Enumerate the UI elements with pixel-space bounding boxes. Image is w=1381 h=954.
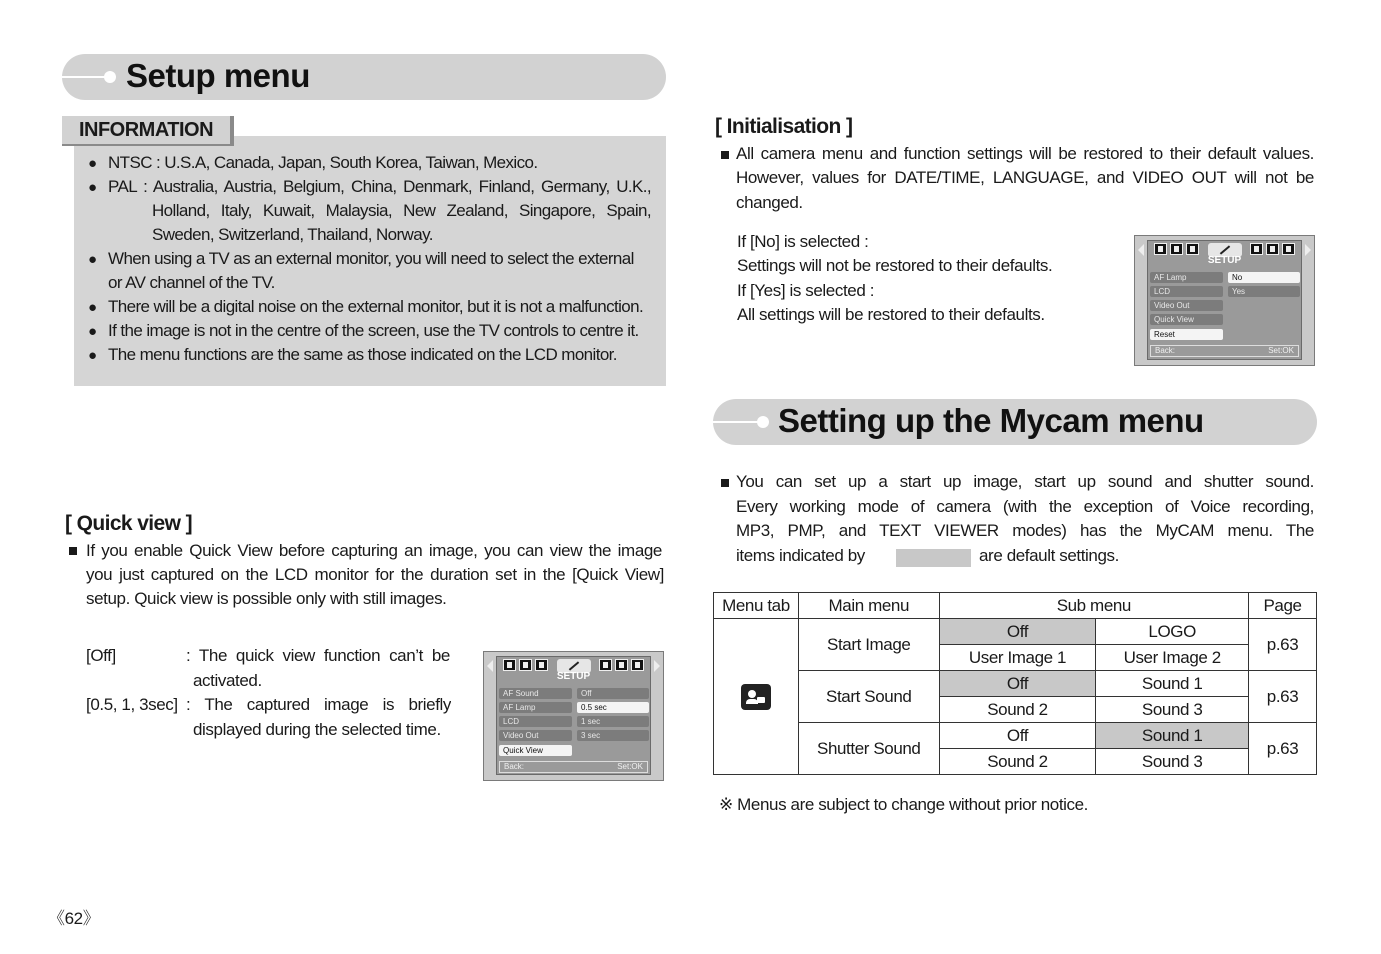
sub-menu-cell: Sound 3: [1096, 697, 1249, 723]
lcd-panel: [1147, 240, 1302, 360]
main-menu-start-image: Start Image: [798, 619, 939, 671]
banner-line: [62, 76, 106, 78]
quick-view-lcd-screen: [483, 651, 664, 781]
lcd-set-label: Set:OK: [1268, 346, 1294, 355]
def-term-times: [0.5, 1, 3sec]: [86, 695, 178, 714]
lcd-item-quick-view: Quick View: [1150, 314, 1223, 325]
sub-menu-cell: User Image 2: [1096, 645, 1249, 671]
info-line-noise: There will be a digital noise on the external monitor, but it is not a malfunction.: [108, 297, 644, 316]
lcd-title: SETUP: [556, 671, 591, 682]
lcd-item-af-sound: AF Sound: [499, 688, 572, 699]
table-row: [714, 671, 1317, 697]
info-line-centre: If the image is not in the centre of the screen, use the TV controls to centre it.: [108, 321, 639, 340]
lcd-item-quick-view: Quick View: [499, 745, 572, 756]
main-menu-start-sound: Start Sound: [798, 671, 939, 723]
square-bullet-icon: [721, 479, 729, 487]
menu-tab-cell: [714, 619, 799, 775]
bullet-icon: ●: [88, 323, 98, 340]
lcd-back-label: Back:: [504, 762, 525, 771]
arrow-right-icon: [1305, 244, 1311, 256]
mycam-banner-title: Setting up the Mycam menu: [778, 402, 1204, 439]
init-note-no: If [No] is selected :: [737, 232, 869, 251]
def-off-line-1: : The quick view function can’t be: [186, 646, 450, 665]
table-row: [714, 619, 1317, 645]
lcd-back-label: Back:: [1155, 346, 1176, 355]
mycam-banner: [713, 399, 1317, 445]
display-icon: [1186, 243, 1199, 255]
mycam-para-2: Every working mode of camera (with the exception of Voice recording,: [736, 497, 1314, 516]
reset-lcd-screen: [1134, 235, 1315, 366]
quick-view-para-2: you just captured on the LCD monitor for the duration set in the [Quick View]: [86, 565, 664, 584]
col-header-main-menu: Main menu: [798, 593, 939, 619]
banner-line: [713, 421, 759, 423]
arrow-left-icon: [487, 660, 493, 672]
info-line-tv-2: or AV channel of the TV.: [108, 273, 275, 292]
def-term-off: [Off]: [86, 646, 116, 665]
page-ref: p.63: [1249, 619, 1317, 671]
col-header-menu-tab: Menu tab: [714, 593, 799, 619]
mycam-para-1: You can set up a start up image, start up sound and shutter sound.: [736, 472, 1314, 491]
square-bullet-icon: [69, 547, 77, 555]
def-times-line-2: displayed during the selected time.: [193, 720, 441, 739]
camera-mode-icon: [1154, 243, 1167, 255]
display-icon: [535, 659, 548, 671]
lcd-option-off: Off: [577, 688, 649, 699]
bullet-icon: ●: [88, 347, 98, 364]
lcd-item-video-out: Video Out: [499, 730, 572, 741]
grid-tab-icon: [631, 659, 644, 671]
mycam-tab-icon: [599, 659, 612, 671]
col-header-sub-menu: Sub menu: [939, 593, 1248, 619]
sub-menu-cell: LOGO: [1096, 619, 1249, 645]
quick-view-heading: [ Quick view ]: [65, 512, 192, 535]
mycam-para-4a: items indicated by: [736, 546, 865, 565]
info-line-tv: When using a TV as an external monitor, you will need to select the external: [108, 249, 634, 268]
page-ref: p.63: [1249, 723, 1317, 775]
lcd-item-reset: Reset: [1150, 329, 1223, 340]
sound-tab-icon: [1266, 243, 1279, 255]
lcd-option-no: No: [1228, 272, 1300, 283]
def-off-line-2: activated.: [193, 671, 262, 690]
lcd-panel: [496, 656, 651, 775]
lcd-item-lcd: LCD: [1150, 286, 1223, 297]
mycam-tab-icon: [1250, 243, 1263, 255]
info-line-ntsc: NTSC : U.S.A, Canada, Japan, South Korea, Taiwan, Mexico.: [108, 153, 538, 172]
init-note-yes-desc: All settings will be restored to their defaults.: [737, 305, 1045, 324]
sub-menu-cell: Sound 1: [1096, 723, 1249, 749]
info-line-pal: PAL : Australia, Austria, Belgium, China, Denmark, Finland, Germany, U.K.,: [108, 177, 651, 196]
bullet-icon: ●: [88, 179, 98, 196]
mycam-settings-table: [713, 592, 1317, 775]
lcd-item-af-lamp: AF Lamp: [1150, 272, 1223, 283]
sub-menu-cell: Sound 2: [939, 697, 1096, 723]
bullet-icon: ●: [88, 155, 98, 172]
banner-dot: [104, 71, 116, 83]
sub-menu-cell: Sound 2: [939, 749, 1096, 775]
table-header-row: [714, 593, 1317, 619]
grid-tab-icon: [1282, 243, 1295, 255]
info-line-pal-3: Sweden, Switzerland, Thailand, Norway.: [152, 225, 433, 244]
init-para-3: changed.: [736, 193, 803, 212]
info-line-menu: The menu functions are the same as those indicated on the LCD monitor.: [108, 345, 617, 364]
main-menu-shutter-sound: Shutter Sound: [798, 723, 939, 775]
sub-menu-cell: Off: [939, 723, 1096, 749]
lcd-set-label: Set:OK: [617, 762, 643, 771]
setup-menu-banner: [62, 54, 666, 100]
information-tab: INFORMATION: [62, 116, 234, 146]
bullet-icon: ●: [88, 299, 98, 316]
table-row: [714, 723, 1317, 749]
image-icon: [519, 659, 532, 671]
square-bullet-icon: [721, 151, 729, 159]
arrow-right-icon: [654, 660, 660, 672]
mycam-tab-icon: [741, 684, 771, 710]
quick-view-para-1: If you enable Quick View before capturing an image, you can view the image: [86, 541, 662, 560]
lcd-item-af-lamp: AF Lamp: [499, 702, 572, 713]
info-line-pal-2: Holland, Italy, Kuwait, Malaysia, New Zealand, Singapore, Spain,: [152, 201, 651, 220]
lcd-item-lcd: LCD: [499, 716, 572, 727]
bullet-icon: ●: [88, 251, 98, 268]
lcd-title: SETUP: [1207, 255, 1242, 266]
initialisation-heading: [ Initialisation ]: [715, 115, 853, 138]
lcd-option-1-sec: 1 sec: [577, 716, 649, 727]
sub-menu-cell: Off: [939, 671, 1096, 697]
lcd-option-3-sec: 3 sec: [577, 730, 649, 741]
sub-menu-cell: Off: [939, 619, 1096, 645]
page-number: 《62》: [48, 909, 100, 928]
quick-view-para-3: setup. Quick view is possible only with still images.: [86, 589, 447, 608]
mycam-para-3: MP3, PMP, and TEXT VIEWER modes) has the MyCAM menu. The: [736, 521, 1314, 540]
banner-dot: [757, 416, 769, 428]
lcd-footer: [1150, 345, 1299, 357]
mycam-note: ※ Menus are subject to change without prior notice.: [719, 795, 1088, 814]
sub-menu-cell: Sound 3: [1096, 749, 1249, 775]
init-para-1: All camera menu and function settings will be restored to their default values.: [736, 144, 1314, 163]
sound-tab-icon: [615, 659, 628, 671]
init-note-no-desc: Settings will not be restored to their defaults.: [737, 256, 1053, 275]
setup-menu-title: Setup menu: [126, 57, 310, 94]
lcd-item-video-out: Video Out: [1150, 300, 1223, 311]
sub-menu-cell: Sound 1: [1096, 671, 1249, 697]
def-times-line-1: : The captured image is briefly: [186, 695, 451, 714]
lcd-option-0-5-sec: 0.5 sec: [577, 702, 649, 713]
image-icon: [1170, 243, 1183, 255]
mycam-para-4b: are default settings.: [979, 546, 1119, 565]
lcd-option-yes: Yes: [1228, 286, 1300, 297]
col-header-page: Page: [1249, 593, 1317, 619]
camera-mode-icon: [503, 659, 516, 671]
lcd-footer: [499, 761, 648, 773]
page-ref: p.63: [1249, 671, 1317, 723]
sub-menu-cell: User Image 1: [939, 645, 1096, 671]
default-highlight-swatch: [896, 549, 971, 567]
init-para-2: However, values for DATE/TIME, LANGUAGE, and VIDEO OUT will not be: [736, 168, 1314, 187]
arrow-left-icon: [1138, 244, 1144, 256]
init-note-yes: If [Yes] is selected :: [737, 281, 875, 300]
